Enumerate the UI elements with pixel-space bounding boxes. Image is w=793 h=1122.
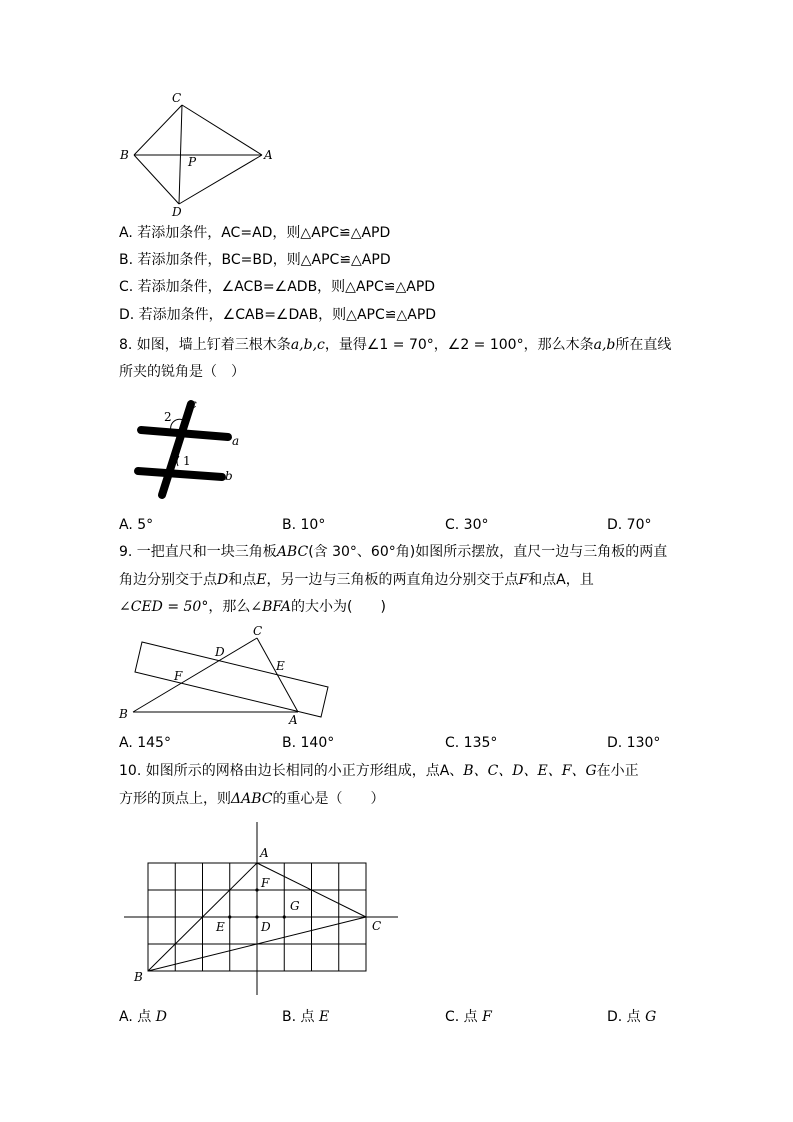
fig7-label-b: B	[120, 148, 129, 162]
q10-option-b: B. 点 E	[282, 1009, 330, 1025]
q8-stem-line1	[119, 335, 671, 355]
q9-stem-line3	[119, 597, 386, 617]
fig7-label-p: P	[188, 155, 197, 169]
q9-angle-bfa: ∠BFA	[250, 599, 291, 615]
q8-text-2: ，量得∠1 = 70°，∠2 = 100°，那么木条	[324, 337, 594, 353]
fig10-label-e: E	[216, 920, 225, 934]
q10-text-4: 的重心是（ ）	[272, 791, 385, 807]
fig9-label-a: A	[289, 713, 298, 727]
fig9-label-e: E	[276, 659, 285, 673]
fig7-label-a: A	[264, 148, 273, 162]
q9-text-7: ，那么	[208, 599, 251, 615]
q8-option-c: C. 30°	[445, 517, 489, 533]
q10-points: B、C、D、E、F、G	[463, 763, 597, 779]
figure-q8-wood-strips	[128, 396, 258, 506]
fig8-label-c: c	[190, 397, 197, 411]
q10-option-c: C. 点 F	[445, 1009, 492, 1025]
fig10-label-g: G	[290, 899, 300, 913]
q9-text-1: 9. 一把直尺和一块三角板	[119, 544, 277, 560]
q10-text-1: 10. 如图所示的网格由边长相同的小正方形组成，点A、	[119, 763, 464, 779]
q9-triangle-abc: ABC	[276, 544, 309, 560]
q9-text-8: 的大小为( )	[290, 599, 386, 615]
q9-option-a: A. 145°	[119, 735, 171, 751]
q9-text-5: ，另一边与三角板的两直角边分别交于点	[266, 572, 519, 588]
q9-text-6: 和点A，且	[528, 572, 594, 588]
q8-vars-abc: a,b,c	[290, 337, 325, 353]
q7-option-b: B. 若添加条件，BC=BD，则△APC≌△APD	[119, 252, 391, 268]
q9-stem-line1	[119, 542, 667, 562]
fig10-label-b: B	[134, 970, 143, 984]
fig9-label-c: C	[253, 624, 263, 638]
fig9-label-b: B	[119, 707, 128, 721]
q9-option-b: B. 140°	[282, 735, 335, 751]
q7-option-a: A. 若添加条件，AC=AD，则△APC≌△APD	[119, 225, 391, 241]
fig8-label-a: a	[232, 434, 240, 448]
q9-option-c: C. 135°	[445, 735, 498, 751]
q8-option-d: D. 70°	[607, 517, 652, 533]
figure-q10-grid	[120, 820, 410, 1000]
q9-text-3: 角边分别交于点	[119, 572, 217, 588]
q10-triangle-abc: ΔABC	[231, 791, 273, 807]
q9-point-f: F	[518, 572, 529, 588]
fig7-label-d: D	[172, 205, 182, 219]
fig9-label-d: D	[215, 645, 225, 659]
q10-text-3: 方形的顶点上，则	[119, 791, 231, 807]
fig8-label-1: 1	[183, 454, 191, 468]
q10-text-2: 在小正	[596, 763, 639, 779]
figure-q9-ruler-triangle	[116, 620, 336, 730]
q9-point-d: D	[217, 572, 229, 588]
fig10-label-f: F	[261, 876, 270, 890]
q7-option-d: D. 若添加条件，∠CAB=∠DAB，则△APC≌△APD	[119, 307, 437, 323]
q8-option-b: B. 10°	[282, 517, 326, 533]
fig8-label-b: b	[225, 469, 233, 483]
fig9-label-f: F	[174, 669, 183, 683]
figure-q7-quadrilateral	[110, 92, 290, 222]
q9-text-4: 和点	[228, 572, 257, 588]
fig10-label-c: C	[372, 919, 382, 933]
q9-text-2: (含 30°、60°角)如图所示摆放，直尺一边与三角板的两直	[308, 544, 668, 560]
q8-option-a: A. 5°	[119, 517, 154, 533]
q10-stem-line1	[119, 761, 639, 781]
q10-option-d: D. 点 G	[607, 1009, 657, 1025]
q8-text-1: 8. 如图，墙上钉着三根木条	[119, 337, 291, 353]
q9-stem-line2	[119, 570, 594, 590]
fig8-label-2: 2	[164, 410, 172, 424]
q8-vars-ab: a,b	[593, 337, 616, 353]
fig10-label-a: A	[260, 846, 269, 860]
q9-point-e: E	[256, 572, 267, 588]
q10-option-a: A. 点 D	[119, 1009, 167, 1025]
q10-stem-line2	[119, 789, 384, 809]
fig10-label-d: D	[261, 920, 271, 934]
q9-option-d: D. 130°	[607, 735, 661, 751]
fig7-label-c: C	[172, 91, 182, 105]
q9-angle-ced: ∠CED = 50°	[119, 599, 209, 615]
q8-text-3: 所在直线	[615, 337, 672, 353]
q7-option-c: C. 若添加条件，∠ACB=∠ADB，则△APC≌△APD	[119, 279, 436, 295]
q8-stem-line2: 所夹的锐角是（ ）	[119, 364, 245, 380]
